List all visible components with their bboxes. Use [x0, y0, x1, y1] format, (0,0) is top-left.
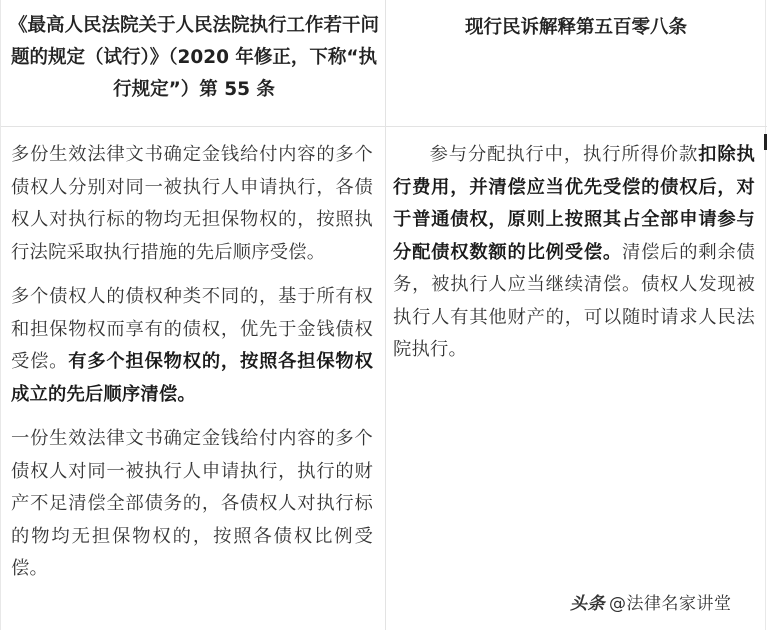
header-right-cell: 现行民诉解释第五百零八条	[464, 17, 687, 38]
right-paragraph-lead: 参与分配执行中，执行所得价款	[429, 144, 699, 165]
watermark	[570, 589, 732, 614]
left-paragraph-1-text: 多份生效法律文书确定金钱给付内容的多个债权人分别对同一被执行人申请执行，各债权人对执行标的物均无担保物权的，按照执行法院采取执行措施的先后顺序受偿。	[11, 144, 373, 263]
left-paragraph-3	[11, 423, 373, 586]
left-paragraph-2	[11, 281, 373, 411]
left-paragraph-3-text: 一份生效法律文书确定金钱给付内容的多个债权人对同一被执行人申请执行，执行的财产不足清偿全部债务的，各债权人对执行标的物均无担保物权的，按照各债权比例受偿。	[11, 428, 373, 579]
right-paragraph	[393, 139, 755, 367]
left-paragraph-2-bold: 有多个担保物权的，按照各担保物权成立的先后顺序清偿。	[11, 351, 374, 405]
text-cursor-mark	[764, 134, 767, 150]
right-paragraph-bold: 扣除执行费用，并清偿应当优先受偿的债权后，对于普通债权，原则上按照其占全部申请参与分配债权数额的比例受偿。	[393, 144, 755, 263]
left-content-cell	[11, 139, 373, 598]
watermark-prefix: 头条	[570, 594, 605, 614]
left-paragraph-1	[11, 139, 373, 269]
header-left-cell: 《最高人民法院关于人民法院执行工作若干问题的规定（试行）》（2020 年修正，下称“执行规定”）第 55 条	[9, 15, 380, 100]
header-divider	[1, 126, 767, 127]
right-content-cell	[393, 139, 755, 379]
left-paragraph-2-text: 多个债权人的债权种类不同的，基于所有权和担保物权而享有的债权，优先于金钱债权受偿。	[11, 286, 373, 372]
column-divider	[385, 0, 386, 630]
right-paragraph-tail: 清偿后的剩余债务，被执行人应当继续清偿。债权人发现被执行人有其他财产的，可以随时请求人民法院执行。	[393, 241, 755, 360]
watermark-handle: @法律名家讲堂	[609, 594, 732, 614]
